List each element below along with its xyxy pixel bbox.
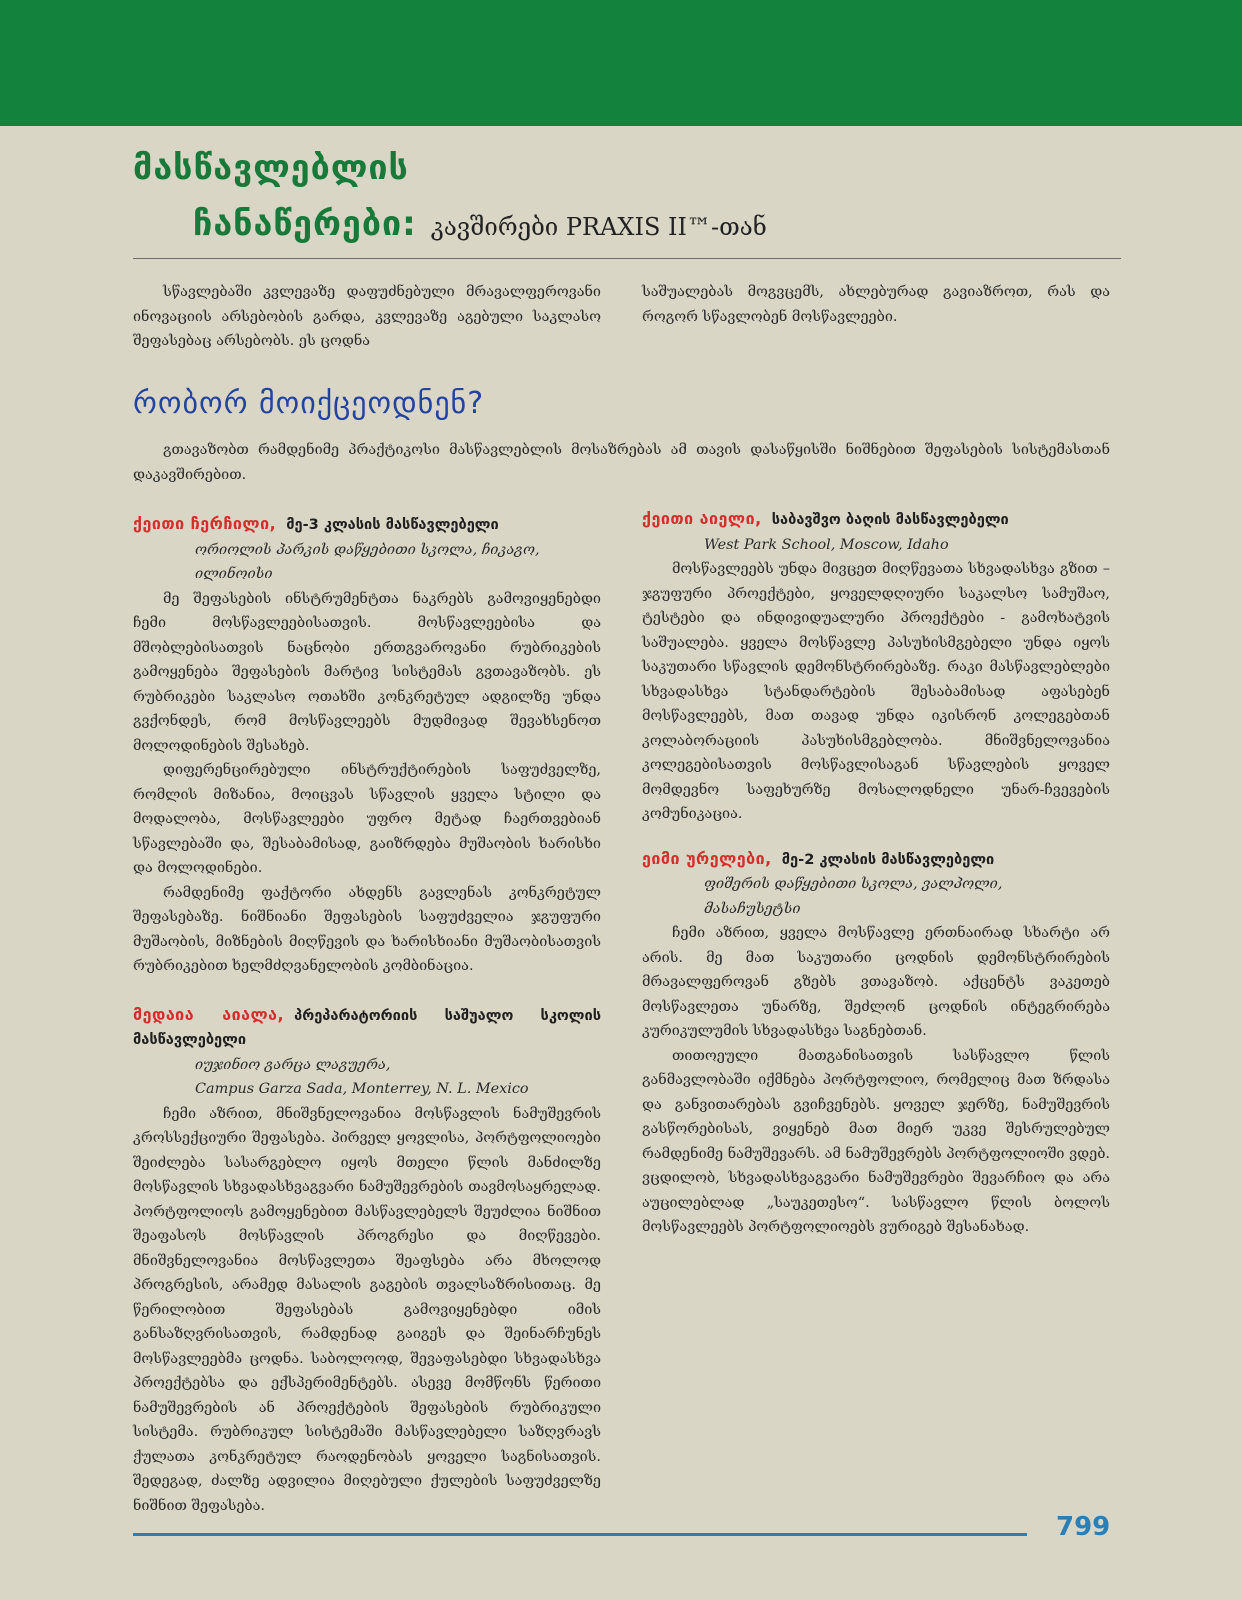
body-column-right: [642, 507, 1110, 1240]
section-intro-text: გთავაზობთ რამდენიმე პრაქტიკოსი მასწავლებლის მოსაზრებას ამ თავის დასაწყისში ნიშნებით შეფასების სისტემასთან დაკავშირებით.: [133, 442, 1110, 483]
title-divider: [133, 258, 1121, 259]
teacher-3-heading: [642, 507, 1110, 533]
teacher-2-heading: [133, 1003, 601, 1053]
header-band: [0, 0, 1242, 126]
teacher-4-role: მე-2 კლასის მასწავლებელი: [781, 850, 995, 868]
page-title-line2: [193, 204, 767, 244]
teacher-3-paragraph-1: მოსწავლეებს უნდა მივცეთ მიღწევათა სხვადასხვა გზით – ჯგუფური პროექტები, ყოველდღიური საკალსო სამუშაო, ტესტები და ინდივიდუალური პროექტები - გამოხატვის საშუალება. ყველა მოსწავლე პასუხისმგებელი უნდა იყოს საკუთარი სწავლის დემონსტრირებაზე. რაკი მასწავლებლები სხვადასხვა სტანდარტების შესაბამისად აფასებენ მოსწავლეებს, მათ თავად უნდა იკისრონ კოლეგებთან კოლაბორაციის პასუხისმგებლობა. მნიშვნელოვანია კოლეგებისათვის მოსწავლისაგან სწავლების ყოველ მომდევნო საფეხურზე მოსალოდნელი უნარ-ჩვევების კომუნიკაცია.: [642, 561, 1110, 822]
page-title-line2-text: ჩანაწერები:: [193, 204, 417, 244]
teacher-1-paragraph-3: რამდენიმე ფაქტორი ახდენს გავლენას კონკრეტულ შეფასებაზე. ნიშნიანი შეფასების საფუძველია ჯგუფური მუშაობის, მიზნების მიღწევის და ხარისხიანი მუშაობისათვის რუბრიკებით ხელმძღვანელობის კომბინაცია.: [133, 884, 601, 974]
intro-paragraph-1: სწავლებაში კვლევაზე დაფუძნებული მრავალფეროვანი ინოვაციის არსებობის გარდა, კვლევაზე აგებული საკლასო შეფასებაც არსებობს. ეს ცოდნა: [133, 284, 601, 349]
teacher-4-name: ეიმი ურელები,: [642, 848, 772, 868]
teacher-4-heading: [642, 847, 1110, 873]
section-heading: რობორ მოიქცეოდნენ?: [133, 386, 485, 421]
teacher-4-paragraph-1: ჩემი აზრით, ყველა მოსწავლე ერთნაირად სხარტი არ არის. მე მათ საკუთარი ცოდნის დემონსტრირების მრავალფეროვან გზებს ვთავაზობ. აქცენტს ვაკეთებ მოსწავლეთა უნარზე, შეძლონ ცოდნის ინტეგრირება კურიკულუმის სხვადასხვა საგნებთან.: [642, 925, 1110, 1039]
teacher-1-heading: [133, 512, 601, 538]
teacher-2-role: პრეპარატორიის საშუალო სკოლის მასწავლებელი: [133, 1006, 602, 1048]
section-intro: [133, 438, 1110, 487]
teacher-1-paragraph-1: მე შეფასების ინსტრუმენტთა ნაკრებს გამოვიყენებდი ჩემი მოსწავლეებისათვის. მოსწავლეებისა და მშობლებისათვის ნაცნობი ერთგვაროვანი რუბრიკების გამოყენება შეფასების მარტივ სისტემას გვთავაზობს. ეს რუბრიკები საკლასო ოთახში კონკრეტულ ადგილზე უნდა გვქონდეს, რომ მოსწავლეებს მუდმივად შევახსენოთ მოლოდინების შესახებ.: [133, 590, 601, 754]
teacher-2-paragraph-1: ჩემი აზრით, მნიშვნელოვანია მოსწავლის ნამუშევრის კროსსექციური შეფასება. პირველ ყოვლისა, პორტფოლიოები შეიძლება სასარგებლო იყოს მთელი წლის მანძილზე მოსწავლის სხვადასხვაგვარი ნამუშევრების თავმოსაყრელად. პორტფოლიოს გამოყენებით მასწავლებელს შეუძლია ნიშნით შეაფასოს მოსწავლის პროგრესი და მიღწევები. მნიშვნელოვანია მოსწავლეთა შეაფსება არა მხოლოდ პროგრესის, არამედ მასალის გაგების თვალსაზრისითაც. მე წერილობით შეფასებას გამოვიყენებდი იმის განსაზღვრისათვის, რამდენად გაიგეს და შეინარჩუნეს მოსწავლეებმა ცოდნა. საბოლოოდ, შევაფასებდი სხვადასხვა პროექტებსა და ექსპერიმენტებს. ასევე მომწონს წერითი ნამუშევრების ან პროექტების შეფასების რუბრიკული სისტემა. რუბრიკულ სისტემაში მასწავლებელი საზღვრავს ქულათა კონკრეტულ რაოდენობას ყოველი საგნისათვის. შედეგად, ძალზე ადვილია მიღებული ქულების საფუძველზე ნიშნით შეფასება.: [133, 1105, 601, 1514]
teacher-1-role: მე-3 კლასის მასწავლებელი: [286, 516, 499, 533]
intro-column-right: [642, 280, 1110, 329]
page-title-line1: მასწავლებლის: [133, 148, 409, 188]
teacher-4-school-line1: ფიშერის დაწყებითი სკოლა, ვალპოლი,: [704, 876, 1003, 892]
teacher-1-paragraph-2: დიფერენცირებული ინსტრუქტირების საფუძველზე, რომლის მიზანია, მოიცვას სწავლის ყველა სტილი და მოდალობა, მოსწავლეები უფრო მეტად ჩაერთვებიან სწავლებაში და, შესაბამისად, გაიზრდება მუშაობის ხარისხი და მოლოდინები.: [133, 762, 601, 876]
teacher-3-role: საბავშვო ბაღის მასწავლებელი: [771, 511, 1009, 528]
teacher-3-name: ქეითი აიელი,: [642, 509, 762, 528]
teacher-2-school-line2: Campus Garza Sada, Monterrey, N. L. Mexico: [195, 1081, 529, 1097]
footer-divider: [133, 1533, 1027, 1536]
teacher-3-school-line1: West Park School, Moscow, Idaho: [704, 536, 949, 553]
intro-column-left: [133, 280, 601, 354]
intro-paragraph-2: საშუალებას მოგვცემს, ახლებურად გავიაზროთ, რას და როგორ სწავლობენ მოსწავლეები.: [642, 284, 1110, 325]
teacher-4-paragraph-2: თითოეული მათგანისათვის სასწავლო წლის განმავლობაში იქმნება პორტფოლიო, რომელიც მათ ზრდასა და განვითარებას გვიჩვენებს. ყოველ ჯერზე, ნამუშევრის გასწორებისას, ვიყენებ მათ მიერ უკვე შესრულებულ რამდენიმე ნამუშევარს. ამ ნამუშევრებს პორტფოლიოში ვდებ. ვცდილობ, სხვადასხვაგვარი ნამუშევრები შევარჩიო და არა აუცილებლად „საუკეთესო“. სასწავლო წლის ბოლოს მოსწავლეებს პორტფოლიოებს ვურიგებ შესანახად.: [642, 1047, 1110, 1235]
teacher-1-school-line2: ილინოისი: [195, 566, 273, 582]
page-subtitle: კავშირები PRAXIS II™-თან: [430, 213, 767, 241]
teacher-2-school-line1: იუჯინიო გარცა ლაგუერა,: [195, 1056, 391, 1073]
body-column-left: [133, 512, 601, 1518]
teacher-1-school-line1: ორიოლის პარკის დაწყებითი სკოლა, ჩიკაგო,: [195, 541, 540, 558]
teacher-2-name: მედაია აიალა,: [133, 1004, 285, 1024]
teacher-1-name: ქეითი ჩერჩილი,: [133, 514, 277, 533]
teacher-4-school-line2: მასაჩუსეტსი: [704, 900, 801, 917]
page-number: 799: [1056, 1512, 1111, 1542]
